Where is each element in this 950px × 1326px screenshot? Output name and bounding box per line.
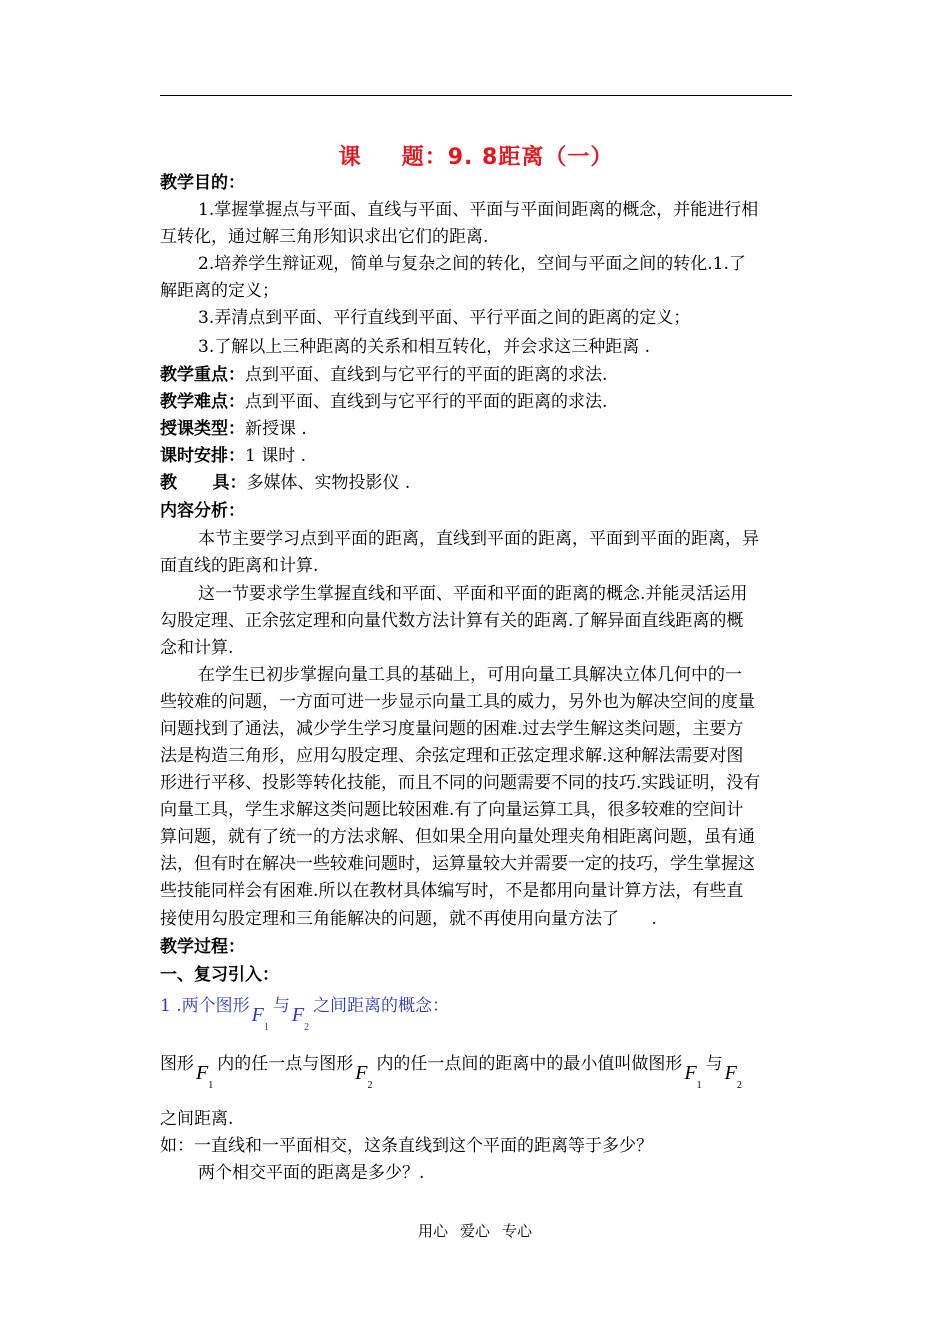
analysis-p3-line: 些较难的问题，一方面可进一步显示向量工具的威力，另外也为解决空间的度量 [160, 692, 755, 712]
analysis-p1-line: 面直线的距离和计算. [160, 556, 319, 576]
footer-word: 专心 [502, 1222, 533, 1240]
process-heading: 教学过程： [160, 937, 245, 957]
def-text-c: 内的任一点间的距离中的最小值叫做图形 [376, 1054, 683, 1074]
objective-4: 3.了解以上三种距离的关系和相互转化，并会求这三种距离 . [198, 337, 651, 357]
lesson-type [160, 416, 792, 442]
difficulty [160, 389, 792, 415]
math-f1: $F_1$ [196, 1062, 214, 1091]
objective-1-line-2: 互转化，通过解三角形知识求出它们的距离. [160, 227, 489, 247]
analysis-p3-line: 算问题，就有了统一的方法求解、但如果全用向量处理夹角相距离问题，虽有通 [160, 827, 755, 847]
page-footer [0, 1220, 950, 1241]
def-text-d: 与 [705, 1054, 723, 1074]
analysis-heading: 内容分析： [160, 501, 245, 521]
objective-2-line-1: 2.培养学生辩证观，简单与复杂之间的转化，空间与平面之间的转化.1.了 [198, 254, 746, 274]
definition-end: 之间距离. [160, 1109, 234, 1129]
review-item-text-a: 两个图形 [181, 996, 250, 1016]
analysis-p3-line: 些技能同样会有困难.所以在教材具体编写时，不是都用向量计算方法，有些直 [160, 881, 744, 901]
math-f2: $F_2$ [355, 1062, 373, 1091]
objectives-heading: 教学目的： [160, 173, 245, 193]
analysis-p1-line: 本节主要学习点到平面的距离，直线到平面的距离，平面到平面的距离，异 [198, 529, 759, 549]
objective-3: 3.弄清点到平面、平行直线到平面、平行平面之间的距离的定义； [198, 308, 691, 328]
analysis-p2-line: 这一节要求学生掌握直线和平面、平面和平面的距离的概念.并能灵活运用 [198, 584, 748, 604]
objective-1-line-1: 1.掌握掌握点与平面、直线与平面、平面与平面间距离的概念，并能进行相 [198, 200, 759, 220]
tools-label: 教 具： [160, 473, 247, 493]
analysis-p3-line: 接使用勾股定理和三角能解决的问题，就不再使用向量方法了 . [160, 909, 657, 929]
math-f1: $F_1$ [684, 1062, 702, 1091]
math-f1: $F_1$ [251, 1004, 269, 1033]
review-item-number: 1 . [160, 996, 182, 1016]
difficulty-label: 教学难点： [160, 392, 245, 412]
key-point-label: 教学重点： [160, 365, 245, 385]
question-2: 两个相交平面的距离是多少？. [198, 1163, 425, 1183]
math-f2: $F_2$ [724, 1062, 742, 1091]
analysis-p3-line: 问题找到了通法，减少学生学习度量问题的困难.过去学生解这类问题，主要方 [160, 719, 744, 739]
analysis-p3-line: 法，但有时在解决一些较难问题时，运算量较大并需要一定的技巧，学生掌握这 [160, 854, 755, 874]
schedule-label: 课时安排： [160, 446, 245, 466]
review-section-heading: 一、复习引入： [160, 965, 279, 985]
key-point [160, 362, 792, 388]
lesson-type-label: 授课类型： [160, 419, 245, 439]
analysis-p2-line: 念和计算. [160, 638, 234, 658]
title-prefix: 课 [338, 145, 362, 170]
tools [160, 470, 792, 496]
footer-word: 爱心 [459, 1222, 490, 1240]
objective-2-line-2: 解距离的定义； [160, 281, 279, 301]
key-point-text: 点到平面、直线到与它平行的平面的距离的求法. [245, 365, 608, 385]
tools-text: 多媒体、实物投影仪 . [246, 473, 411, 493]
review-item-1 [160, 992, 792, 1033]
review-item-text-b: 之间距离的概念： [313, 996, 450, 1016]
question-1: 如：一直线和一平面相交，这条直线到这个平面的距离等于多少？ [160, 1136, 653, 1156]
title-main: 题：9. 8距离（一） [401, 145, 614, 170]
math-f2: $F_2$ [291, 1004, 310, 1033]
def-text-a: 图形 [160, 1054, 194, 1074]
header-rule [160, 95, 792, 96]
analysis-p3-line: 法是构造三角形，应用勾股定理、余弦定理和正弦定理求解.这种解法需要对图 [160, 746, 744, 766]
analysis-p2-line: 勾股定理、正余弦定理和向量代数方法计算有关的距离.了解异面直线距离的概 [160, 611, 744, 631]
analysis-p3-line: 形进行平移、投影等转化技能，而且不同的问题需要不同的技巧.实践证明，没有 [160, 773, 761, 793]
analysis-p3-line: 向量工具，学生求解这类问题比较困难.有了向量运算工具，很多较难的空间计 [160, 800, 744, 820]
difficulty-text: 点到平面、直线到与它平行的平面的距离的求法. [245, 392, 608, 412]
def-text-b: 内的任一点与图形 [217, 1054, 354, 1074]
review-item-with: 与 [272, 996, 290, 1016]
schedule [160, 443, 792, 469]
analysis-p3-line: 在学生已初步掌握向量工具的基础上，可用向量工具解决立体几何中的一 [198, 665, 742, 685]
footer-word: 用心 [417, 1222, 448, 1240]
schedule-text: 1 课时 . [245, 446, 307, 466]
page-title [160, 140, 792, 171]
lesson-type-text: 新授课 . [245, 419, 307, 439]
definition-line [160, 1050, 792, 1091]
